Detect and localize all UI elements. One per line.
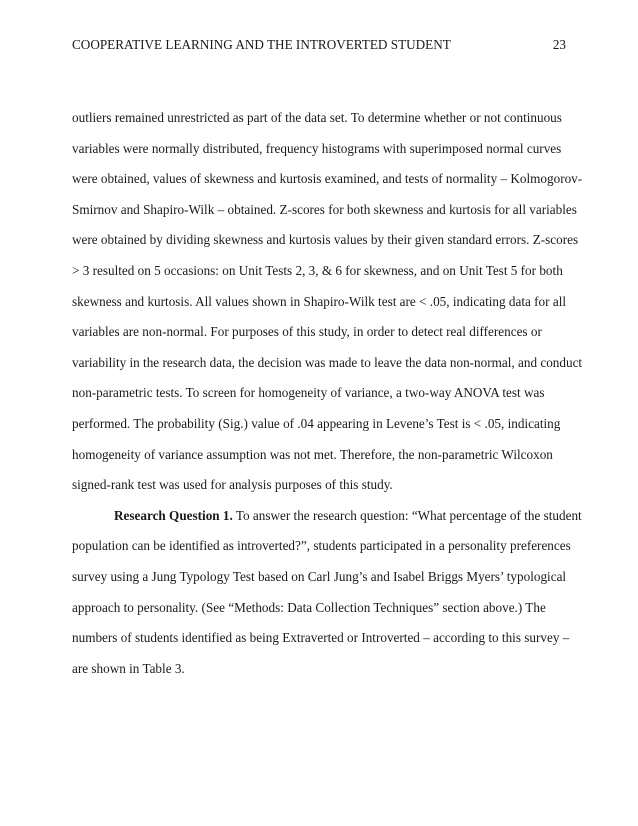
text-line: signed-rank test was used for analysis purposes of this study. bbox=[72, 477, 393, 493]
text-line: outliers remained unrestricted as part of the data set. To determine whether or not continuous bbox=[72, 110, 562, 125]
running-head: COOPERATIVE LEARNING AND THE INTROVERTED STUDENT bbox=[72, 37, 451, 52]
text-line: were obtained, values of skewness and kurtosis examined, and tests of normality – Kolmogorov- bbox=[72, 171, 583, 187]
text-line: Smirnov and Shapiro-Wilk – obtained. Z-scores for both skewness and kurtosis for all variables bbox=[72, 201, 577, 217]
text-line: numbers of students identified as being Extraverted or Introverted – according to this survey – bbox=[72, 630, 570, 646]
text-line: > 3 resulted on 5 occasions: on Unit Tests 2, 3, & 6 for skewness, and on Unit Test 5 for both bbox=[72, 262, 563, 278]
research-question-line bbox=[72, 501, 582, 532]
text-line: variables are non-normal. For purposes of this study, in order to detect real differences or bbox=[72, 324, 542, 340]
text-line: are shown in Table 3. bbox=[72, 660, 185, 676]
text-line: variability in the research data, the decision was made to leave the data non-normal, and conduct bbox=[72, 354, 583, 370]
text-line: non-parametric tests. To screen for homogeneity of variance, a two-way ANOVA test was bbox=[72, 385, 545, 401]
text-line: approach to personality. (See “Methods: Data Collection Techniques” section above.) The bbox=[72, 599, 546, 615]
text-line: were obtained by dividing skewness and kurtosis values by their given standard errors. Z-scores bbox=[72, 232, 579, 248]
text-line: variables were normally distributed, frequency histograms with superimposed normal curves bbox=[72, 140, 562, 156]
body-text bbox=[72, 103, 583, 684]
text-line: population can be identified as introverted?”, students participated in a personality preferences bbox=[72, 538, 571, 554]
text-line: survey using a Jung Typology Test based on Carl Jung’s and Isabel Briggs Myers’ typological bbox=[72, 568, 567, 584]
research-question-text: To answer the research question: “What percentage of the student bbox=[232, 507, 582, 523]
page-number: 23 bbox=[552, 37, 566, 52]
text-line: skewness and kurtosis. All values shown in Shapiro-Wilk test are < .05, indicating data for all bbox=[72, 293, 567, 309]
research-question-heading: Research Question 1. bbox=[114, 507, 233, 523]
text-line: performed. The probability (Sig.) value of .04 appearing in Levene’s Test is < .05, indicating bbox=[72, 415, 561, 431]
text-line: homogeneity of variance assumption was not met. Therefore, the non-parametric Wilcoxon bbox=[72, 446, 553, 462]
